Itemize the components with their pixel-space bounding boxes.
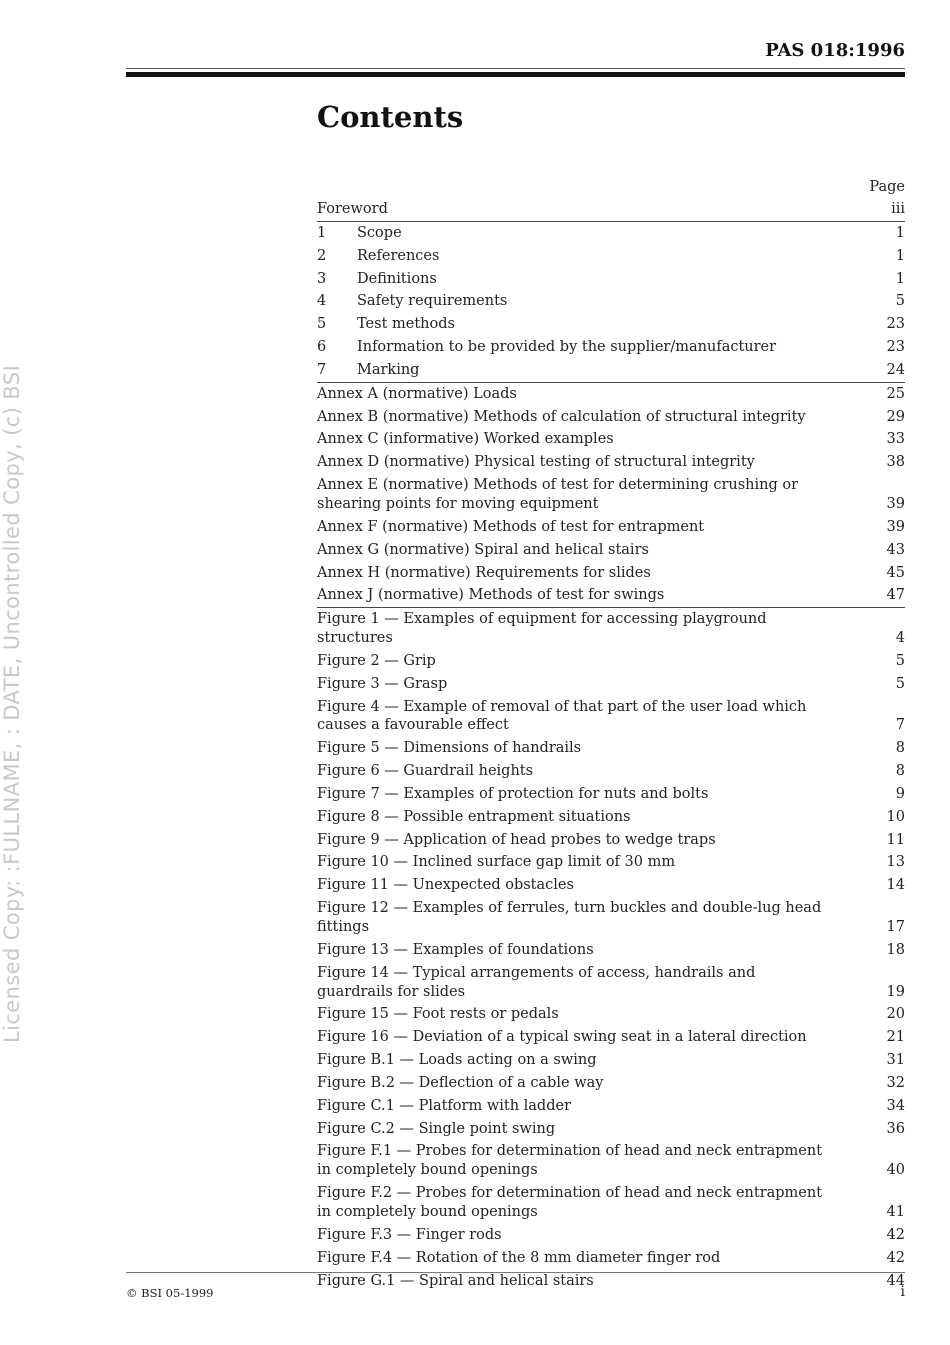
toc-entry-page: 33 <box>886 431 905 448</box>
toc-entry[interactable] <box>317 783 905 806</box>
toc-entry-text <box>317 315 875 334</box>
toc-entry-text: Annex G (normative) Spiral and helical stairs <box>317 541 649 558</box>
toc-entry-text: Figure F.3 — Finger rods <box>317 1226 502 1243</box>
toc-entry[interactable] <box>317 650 905 673</box>
toc-entry-number: 6 <box>317 339 327 356</box>
toc-entry[interactable] <box>317 562 905 585</box>
toc-entry-text: Figure 14 — Typical arrangements of access, handrails and guardrails for slides <box>317 964 756 1000</box>
toc-entry-page: 1 <box>895 224 905 241</box>
toc-entry[interactable] <box>317 1140 905 1182</box>
toc-entry[interactable] <box>317 962 905 1004</box>
toc-entry-text <box>317 361 875 380</box>
toc-entry-title: Marking <box>357 361 420 378</box>
footer-rule <box>126 1272 905 1273</box>
toc-entry[interactable] <box>317 1182 905 1224</box>
toc-entry-text: Annex J (normative) Methods of test for swings <box>317 587 665 604</box>
toc-entry-text: Figure 3 — Grasp <box>317 675 448 692</box>
toc-entry[interactable] <box>317 897 905 939</box>
toc-entry-title: Test methods <box>357 316 455 333</box>
toc-entry[interactable] <box>317 428 905 451</box>
toc-entry-number: 7 <box>317 361 327 378</box>
toc-entry-page: 32 <box>886 1074 905 1091</box>
footer-page-number: i <box>900 1284 905 1300</box>
toc-entry-text: Figure B.1 — Loads acting on a swing <box>317 1052 597 1069</box>
toc-entry-page: 8 <box>895 740 905 757</box>
toc-entry-text: Figure 5 — Dimensions of handrails <box>317 740 582 757</box>
toc-entry-page: 43 <box>886 541 905 558</box>
toc-entry[interactable] <box>317 874 905 897</box>
toc-entry-page: 5 <box>895 652 905 669</box>
toc-entry-text: Figure F.4 — Rotation of the 8 mm diameter finger rod <box>317 1249 721 1266</box>
toc-entry[interactable] <box>317 290 905 313</box>
annex-list <box>317 383 905 608</box>
toc-entry-text: Figure 4 — Example of removal of that part of the user load which causes a favourable effect <box>317 698 807 734</box>
toc-entry[interactable] <box>317 359 905 383</box>
toc-entry[interactable] <box>317 539 905 562</box>
toc-entry-page: 31 <box>886 1052 905 1069</box>
page-column-label: Page <box>869 179 905 195</box>
toc-entry-page: iii <box>891 201 905 217</box>
toc-entry-title: References <box>357 247 440 264</box>
toc-entry-text: Annex D (normative) Physical testing of structural integrity <box>317 454 755 471</box>
toc-entry-page: 7 <box>895 717 905 734</box>
toc-entry-text <box>317 224 875 243</box>
toc-entry-text: Figure F.2 — Probes for determination of head and neck entrapment in completely bound openings <box>317 1185 823 1220</box>
toc-entry-page: 23 <box>886 316 905 333</box>
toc-entry-text: Annex F (normative) Methods of test for entrapment <box>317 518 705 535</box>
toc-entry-number: 5 <box>317 316 327 333</box>
toc-entry[interactable] <box>317 1224 905 1247</box>
toc-entry[interactable] <box>317 806 905 829</box>
toc-entry-text: Figure F.1 — Probes for determination of head and neck entrapment in completely bound openings <box>317 1143 823 1179</box>
toc-entry-text: Annex B (normative) Methods of calculation of structural integrity <box>317 408 806 425</box>
toc-entry-text <box>317 270 875 289</box>
toc-entry-text: Figure 1 — Examples of equipment for accessing playground structures <box>317 611 767 647</box>
toc-entry-page: 19 <box>886 983 905 1000</box>
toc-entry-title: Information to be provided by the supplier/manufacturer <box>357 339 777 356</box>
toc-entry-text <box>317 338 875 357</box>
clause-list <box>317 222 905 383</box>
toc-entry-text <box>317 247 875 266</box>
toc-entry-title: Scope <box>357 224 402 241</box>
toc-entry-page: 21 <box>886 1029 905 1046</box>
toc-entry[interactable] <box>317 406 905 429</box>
toc-entry[interactable] <box>317 516 905 539</box>
toc-entry-number: 2 <box>317 247 327 264</box>
toc-entry-page: 24 <box>886 361 905 378</box>
toc-entry[interactable] <box>317 451 905 474</box>
toc-entry[interactable] <box>317 222 905 245</box>
toc-entry-text: Figure C.1 — Platform with ladder <box>317 1097 572 1114</box>
toc-entry-number: 4 <box>317 293 327 310</box>
toc-entry-text: Annex H (normative) Requirements for slides <box>317 564 651 581</box>
toc-entry-page: 23 <box>886 339 905 356</box>
toc-entry-page: 20 <box>886 1006 905 1023</box>
toc-entry-page: 10 <box>886 808 905 825</box>
toc-entry-text: Figure 7 — Examples of protection for nuts and bolts <box>317 785 709 802</box>
toc-entry-text: Foreword <box>317 201 388 217</box>
toc-entry-page: 9 <box>895 785 905 802</box>
toc-entry-text: Figure 16 — Deviation of a typical swing seat in a lateral direction <box>317 1029 807 1046</box>
toc-entry-title: Definitions <box>357 270 437 287</box>
footer-copyright: © BSI 05-1999 <box>126 1286 214 1300</box>
toc-entry-page: 44 <box>886 1272 905 1289</box>
toc-entry-text: Figure 2 — Grip <box>317 652 436 669</box>
toc-entry-text: Figure 13 — Examples of foundations <box>317 941 594 958</box>
toc-entry-page: 42 <box>886 1249 905 1266</box>
toc-entry-text: Annex E (normative) Methods of test for determining crushing or shearing points for moving equipment <box>317 477 799 512</box>
toc-entry-text: Figure G.1 — Spiral and helical stairs <box>317 1272 594 1289</box>
toc-entry-page: 17 <box>886 919 905 935</box>
toc-entry[interactable] <box>317 829 905 852</box>
toc-entry[interactable] <box>317 1072 905 1095</box>
toc-entry-page: 40 <box>886 1162 905 1179</box>
toc-entry-page: 11 <box>886 831 905 848</box>
toc-entry-page: 5 <box>895 675 905 692</box>
toc-entry-page: 5 <box>895 293 905 310</box>
toc-entry[interactable] <box>317 383 905 406</box>
toc-entry-page: 41 <box>886 1203 905 1220</box>
toc-entry[interactable] <box>317 1003 905 1026</box>
toc-entry-text <box>317 292 875 311</box>
toc-entry-page: 39 <box>886 495 905 512</box>
toc-entry-page: 34 <box>886 1097 905 1114</box>
toc-entry[interactable] <box>317 268 905 291</box>
toc-entry-page: 8 <box>895 763 905 780</box>
toc-entry-page: 18 <box>886 941 905 958</box>
toc-entry[interactable] <box>317 1095 905 1118</box>
toc-entry[interactable] <box>317 760 905 783</box>
toc-entry-title: Safety requirements <box>357 293 508 310</box>
toc-entry-page: 42 <box>886 1226 905 1243</box>
toc-entry[interactable] <box>317 1118 905 1141</box>
toc-entry-page: 29 <box>886 408 905 425</box>
toc-entry-text: Figure 6 — Guardrail heights <box>317 763 534 780</box>
toc-entry-text: Annex C (informative) Worked examples <box>317 431 614 448</box>
toc-foreword[interactable] <box>317 198 905 222</box>
toc-entry[interactable] <box>317 1049 905 1072</box>
toc-entry-page: 38 <box>886 454 905 471</box>
table-of-contents <box>317 178 905 1292</box>
toc-entry[interactable] <box>317 737 905 760</box>
toc-entry-text: Figure 11 — Unexpected obstacles <box>317 877 574 894</box>
toc-entry-text: Figure B.2 — Deflection of a cable way <box>317 1074 604 1091</box>
toc-entry-number: 1 <box>317 224 327 241</box>
toc-entry-page: 13 <box>886 854 905 871</box>
toc-entry-text: Figure C.2 — Single point swing <box>317 1120 556 1137</box>
toc-entry[interactable] <box>317 313 905 336</box>
toc-entry-text: Figure 10 — Inclined surface gap limit of 30 mm <box>317 854 676 871</box>
toc-entry-text: Figure 8 — Possible entrapment situations <box>317 808 631 825</box>
toc-entry-page: 14 <box>886 877 905 894</box>
toc-entry-text: Figure 15 — Foot rests or pedals <box>317 1006 559 1023</box>
toc-entry-text: Annex A (normative) Loads <box>317 385 517 402</box>
toc-entry-text: Figure 9 — Application of head probes to wedge traps <box>317 831 716 848</box>
toc-entry-page: 1 <box>895 270 905 287</box>
toc-entry[interactable] <box>317 245 905 268</box>
toc-entry-page: 36 <box>886 1120 905 1137</box>
toc-entry[interactable] <box>317 696 905 738</box>
toc-entry[interactable] <box>317 939 905 962</box>
toc-entry-text: Figure 12 — Examples of ferrules, turn buckles and double-lug head fittings <box>317 900 822 935</box>
header-rule-thin <box>126 68 905 69</box>
toc-entry[interactable] <box>317 474 905 516</box>
toc-entry[interactable] <box>317 336 905 359</box>
header-rule-thick <box>126 72 905 77</box>
figure-list <box>317 608 905 1292</box>
toc-entry-page: 39 <box>886 518 905 535</box>
toc-entry-number: 3 <box>317 270 327 287</box>
document-id: PAS 018:1996 <box>765 40 905 61</box>
page-title: Contents <box>317 100 464 134</box>
toc-entry[interactable] <box>317 673 905 696</box>
toc-entry[interactable] <box>317 851 905 874</box>
toc-entry[interactable] <box>317 608 905 650</box>
toc-entry-page: 1 <box>895 247 905 264</box>
toc-entry-page: 4 <box>895 630 905 647</box>
watermark: Licensed Copy: :FULLNAME, : DATE, Uncontrolled Copy, (c) BSI <box>0 364 24 1043</box>
toc-entry[interactable] <box>317 1026 905 1049</box>
toc-entry[interactable] <box>317 584 905 608</box>
toc-entry[interactable] <box>317 1247 905 1270</box>
toc-entry-page: 45 <box>886 564 905 581</box>
toc-entry-page: 25 <box>886 385 905 402</box>
toc-entry-page: 47 <box>886 587 905 604</box>
